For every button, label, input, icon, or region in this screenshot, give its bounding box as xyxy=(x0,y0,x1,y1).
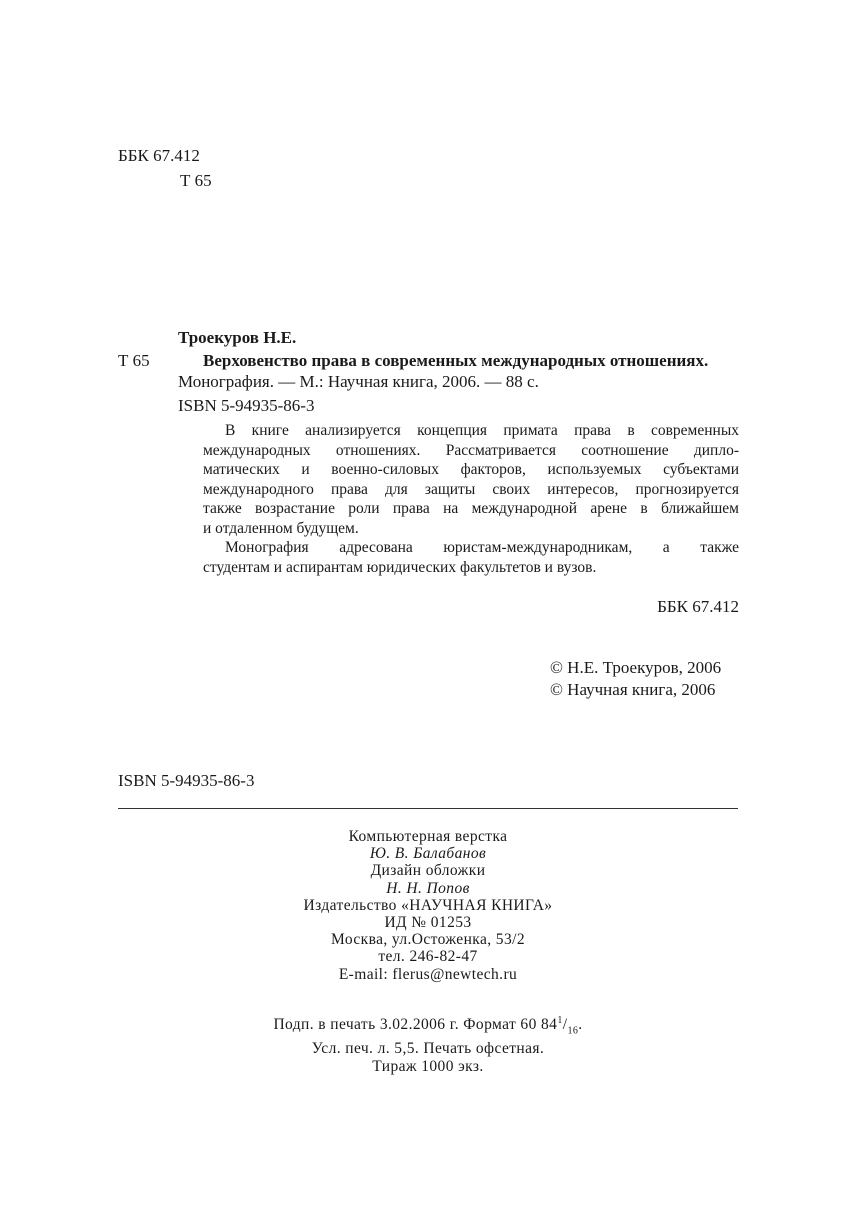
print-sheets: Усл. печ. л. 5,5. Печать офсетная. xyxy=(311,1040,545,1058)
print-run: Тираж 1000 экз. xyxy=(372,1058,484,1076)
abstract-line: и отдаленном будущем. xyxy=(203,519,359,537)
layout-label: Компьютерная верстка xyxy=(348,828,508,845)
print-signed-line: Подп. в печать 3.02.2006 г. Формат 60 $84^1/_{16}$. xyxy=(273,1015,583,1037)
abstract-line: международного права для защиты своих интересов, прогнозируется xyxy=(203,480,739,498)
cover-label: Дизайн обложки xyxy=(370,862,486,880)
format-denominator: 16 xyxy=(567,1025,579,1037)
bbk-code: ББК 67.412 xyxy=(118,146,200,165)
abstract-line: матических и военно-силовых факторов, используемых субъектами xyxy=(203,461,739,478)
format-end: . xyxy=(578,1016,583,1034)
publisher-id: ИД № 01253 xyxy=(384,914,472,932)
abstract-line: Монография адресована юристам-международникам, а также xyxy=(225,539,739,556)
book-title: Верховенство права в современных международных отношениях. xyxy=(203,351,709,370)
imprint xyxy=(118,828,738,983)
abstract xyxy=(203,421,739,577)
divider xyxy=(118,808,738,809)
publisher-email: E-mail: flerus@newtech.ru xyxy=(338,965,518,983)
record-author-mark: Т 65 xyxy=(118,351,150,370)
publisher-address: Москва, ул.Остоженка, 53/2 xyxy=(331,931,525,949)
abstract-line: также возрастание роли права на международной арене в ближайшем xyxy=(203,500,739,517)
abstract-line: международных отношениях. Рассматривается соотношение дипло- xyxy=(203,441,739,459)
publication-line: Монография. — М.: Научная книга, 2006. — 88 с. xyxy=(178,372,539,391)
abstract-line: В книге анализируется концепция примата права в современных xyxy=(225,422,739,439)
author-name: Троекуров Н.Е. xyxy=(178,328,297,347)
format-numerator: 1 xyxy=(557,1015,563,1026)
print-signed: Подп. в печать 3.02.2006 г. Формат 60 84 xyxy=(273,1016,558,1034)
copyright-publisher: © Научная книга, 2006 xyxy=(550,680,716,699)
publisher-name: Издательство «НАУЧНАЯ КНИГА» xyxy=(303,896,553,914)
print-info xyxy=(118,1012,738,1076)
record-isbn: ISBN 5-94935-86-3 xyxy=(178,396,315,415)
publisher-phone: тел. 246-82-47 xyxy=(378,948,478,966)
abstract-line: студентам и аспирантам юридических факультетов и вузов. xyxy=(203,558,597,576)
bbk-code-right: ББК 67.412 xyxy=(657,597,739,616)
layout-name: Ю. В. Балабанов xyxy=(369,845,487,863)
copyright-author: © Н.Е. Троекуров, 2006 xyxy=(550,658,722,677)
author-mark: Т 65 xyxy=(180,171,212,190)
isbn-bottom: ISBN 5-94935-86-3 xyxy=(118,771,255,790)
cover-name: Н. Н. Попов xyxy=(386,879,470,897)
